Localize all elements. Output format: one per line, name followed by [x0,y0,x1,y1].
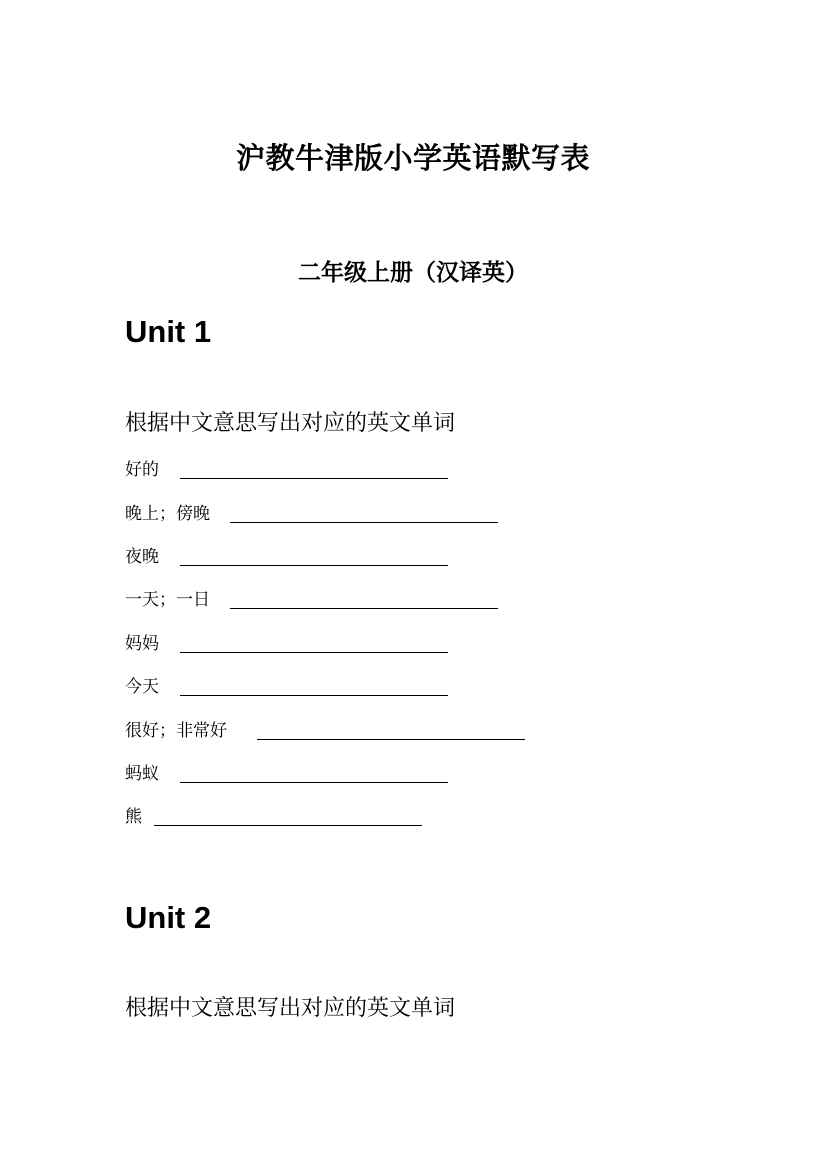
answer-blank[interactable] [180,460,448,479]
answer-blank[interactable] [180,764,448,783]
chinese-word: 很好；非常好 [125,721,227,741]
chinese-word: 熊 [125,807,142,827]
chinese-word: 蚂蚁 [125,764,159,784]
dictation-row [125,716,525,742]
answer-blank[interactable] [230,590,498,609]
answer-blank[interactable] [230,504,498,523]
document-title: 沪教牛津版小学英语默写表 [235,141,590,175]
dictation-row [125,629,448,655]
chinese-word: 妈妈 [125,634,159,654]
answer-blank[interactable] [180,547,448,566]
chinese-word: 好的 [125,460,159,480]
dictation-row [125,585,498,611]
answer-blank[interactable] [257,721,525,740]
dictation-row [125,499,498,525]
chinese-word: 今天 [125,677,159,697]
answer-blank[interactable] [180,634,448,653]
unit-heading: Unit 1 [125,314,212,349]
answer-blank[interactable] [154,807,422,826]
document-subtitle: 二年级上册（汉译英） [298,259,528,286]
dictation-row [125,542,448,568]
answer-blank[interactable] [180,677,448,696]
chinese-word: 一天；一日 [125,590,210,610]
chinese-word: 晚上；傍晚 [125,504,210,524]
unit-heading: Unit 2 [125,900,212,935]
dictation-row [125,802,422,828]
unit-instruction: 根据中文意思写出对应的英文单词 [125,996,456,1021]
chinese-word: 夜晚 [125,547,159,567]
dictation-row [125,672,448,698]
dictation-row [125,759,448,785]
unit-instruction: 根据中文意思写出对应的英文单词 [125,411,456,436]
dictation-row [125,455,448,481]
